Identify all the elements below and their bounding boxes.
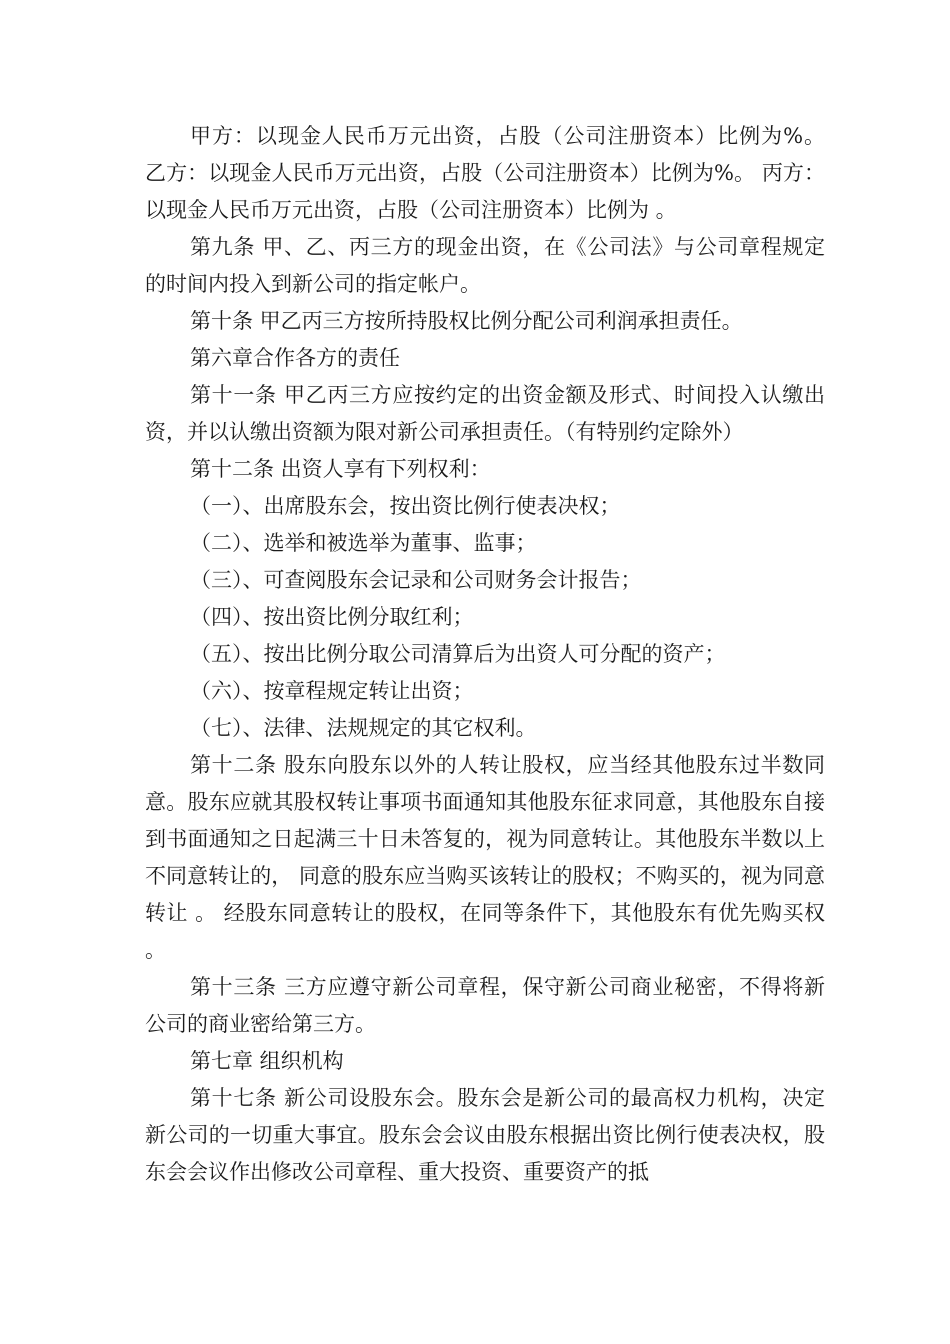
paragraph-article-12-rights: 第十二条 出资人享有下列权利： [190, 457, 491, 481]
list-item-right-1: （一）、出席股东会，按出资比例行使表决权； [190, 494, 621, 518]
paragraph-article-10: 第十条 甲乙丙三方按所持股权比例分配公司利润承担责任。 [190, 309, 743, 333]
list-item-right-7: （七）、法律、法规规定的其它权利。 [190, 716, 537, 740]
paragraph-article-9: 第九条 甲、乙、丙三方的现金出资，在《公司法》与公司章程规定的时间内投入到新公司的指定帐户。 [145, 235, 825, 296]
document-body [145, 118, 825, 1191]
paragraph-article-12-transfer: 第十二条 股东向股东以外的人转让股权，应当经其他股东过半数同意。股东应就其股权转让事项书面通知其他股东征求同意，其他股东自接到书面通知之日起满三十日未答复的，视为同意转让。其他股东半数以上不同意转让的， 同意的股东应当购买该转让的股权；不购买的，视为同意转让 。 经股东同意转让的股权，在同等条件下，其他股东有优先购买权 。 [145, 753, 825, 962]
paragraph-capital-contributions: 甲方：以现金人民币万元出资，占股（公司注册资本）比例为%。 乙方：以现金人民币万元出资，占股（公司注册资本）比例为%。 丙方：以现金人民币万元出资，占股（公司注册资本）比例为 。 [145, 124, 825, 222]
paragraph-article-11: 第十一条 甲乙丙三方应按约定的出资金额及形式、时间投入认缴出资，并以认缴出资额为限对新公司承担责任。（有特别约定除外） [145, 383, 825, 444]
chapter-heading-7: 第七章 组织机构 [190, 1049, 344, 1073]
list-item-right-4: （四）、按出资比例分取红利； [190, 605, 474, 629]
paragraph-article-13: 第十三条 三方应遵守新公司章程，保守新公司商业秘密，不得将新公司的商业密给第三方。 [145, 975, 825, 1036]
list-item-right-3: （三）、可查阅股东会记录和公司财务会计报告； [190, 568, 642, 592]
list-item-right-6: （六）、按章程规定转让出资； [190, 679, 474, 703]
list-item-right-2: （二）、选举和被选举为董事、监事； [190, 531, 537, 555]
paragraph-article-17: 第十七条 新公司设股东会。股东会是新公司的最高权力机构，决定新公司的一切重大事宜。股东会会议由股东根据出资比例行使表决权，股东会会议作出修改公司章程、重大投资、重要资产的抵 [145, 1086, 825, 1184]
list-item-right-5: （五）、按出比例分取公司清算后为出资人可分配的资产； [190, 642, 726, 666]
chapter-heading-6: 第六章合作各方的责任 [190, 346, 400, 370]
